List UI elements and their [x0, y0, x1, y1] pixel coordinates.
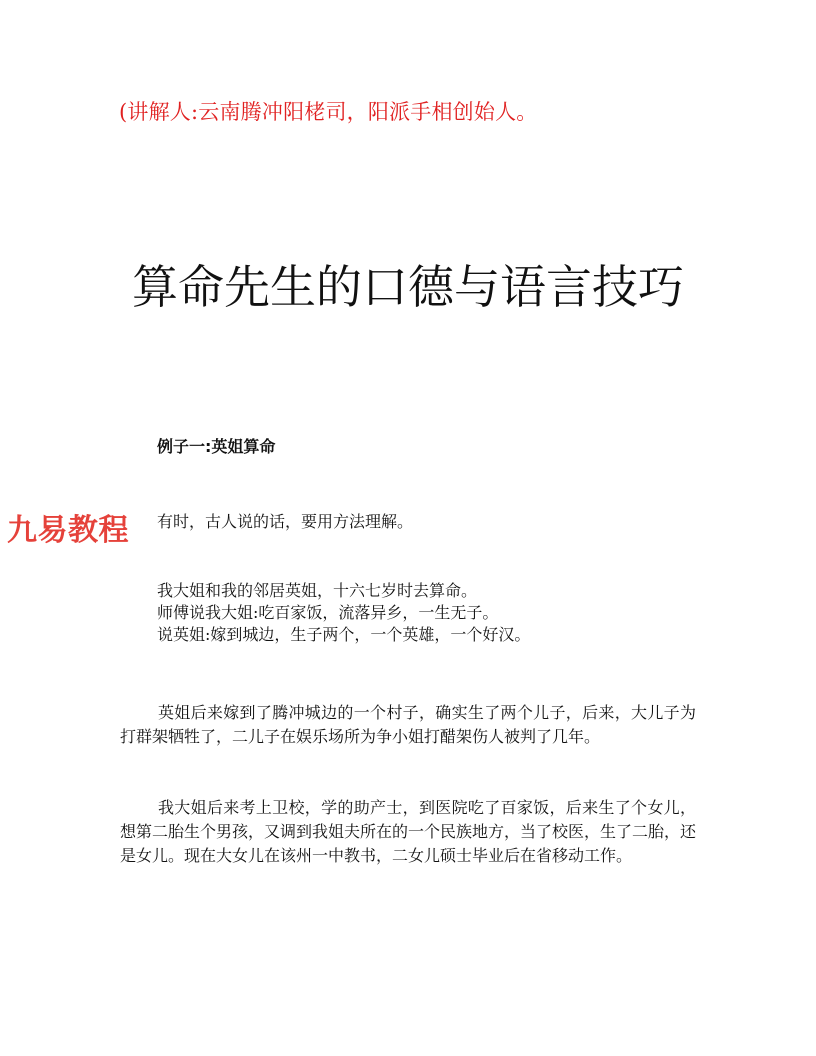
watermark-logo: 九易教程	[7, 513, 129, 548]
lecturer-note: (讲解人:云南腾冲阳栳司，阳派手相创始人。	[119, 100, 538, 124]
body-paragraph: 英姐后来嫁到了腾冲城边的一个村子，确实生了两个儿子，后来，大儿子为打群架牺牲了，二儿子在娱乐场所为争小姐打醋架伤人被判了几年。	[120, 703, 696, 746]
fortune-line: 说英姐:嫁到城边，生子两个，一个英雄，一个好汉。	[157, 625, 531, 644]
intro-line: 有时，古人说的话，要用方法理解。	[157, 512, 414, 531]
fortune-line: 我大姐和我的邻居英姐，十六七岁时去算命。	[157, 581, 478, 600]
body-paragraph: 我大姐后来考上卫校，学的助产士，到医院吃了百家饭，后来生了个女儿，想第二胎生个男孩，又调到我姐夫所在的一个民族地方，当了校医，生了二胎，还是女儿。现在大女儿在该州一中教书，二女儿硕士毕业后在省移动工作。	[120, 798, 697, 865]
example-heading: 例子一:英姐算命	[157, 437, 276, 456]
fortune-lines	[157, 580, 530, 646]
page-title: 算命先生的口德与语言技巧	[132, 260, 684, 314]
fortune-line: 师傅说我大姐:吃百家饭，流落异乡，一生无子。	[157, 603, 499, 622]
